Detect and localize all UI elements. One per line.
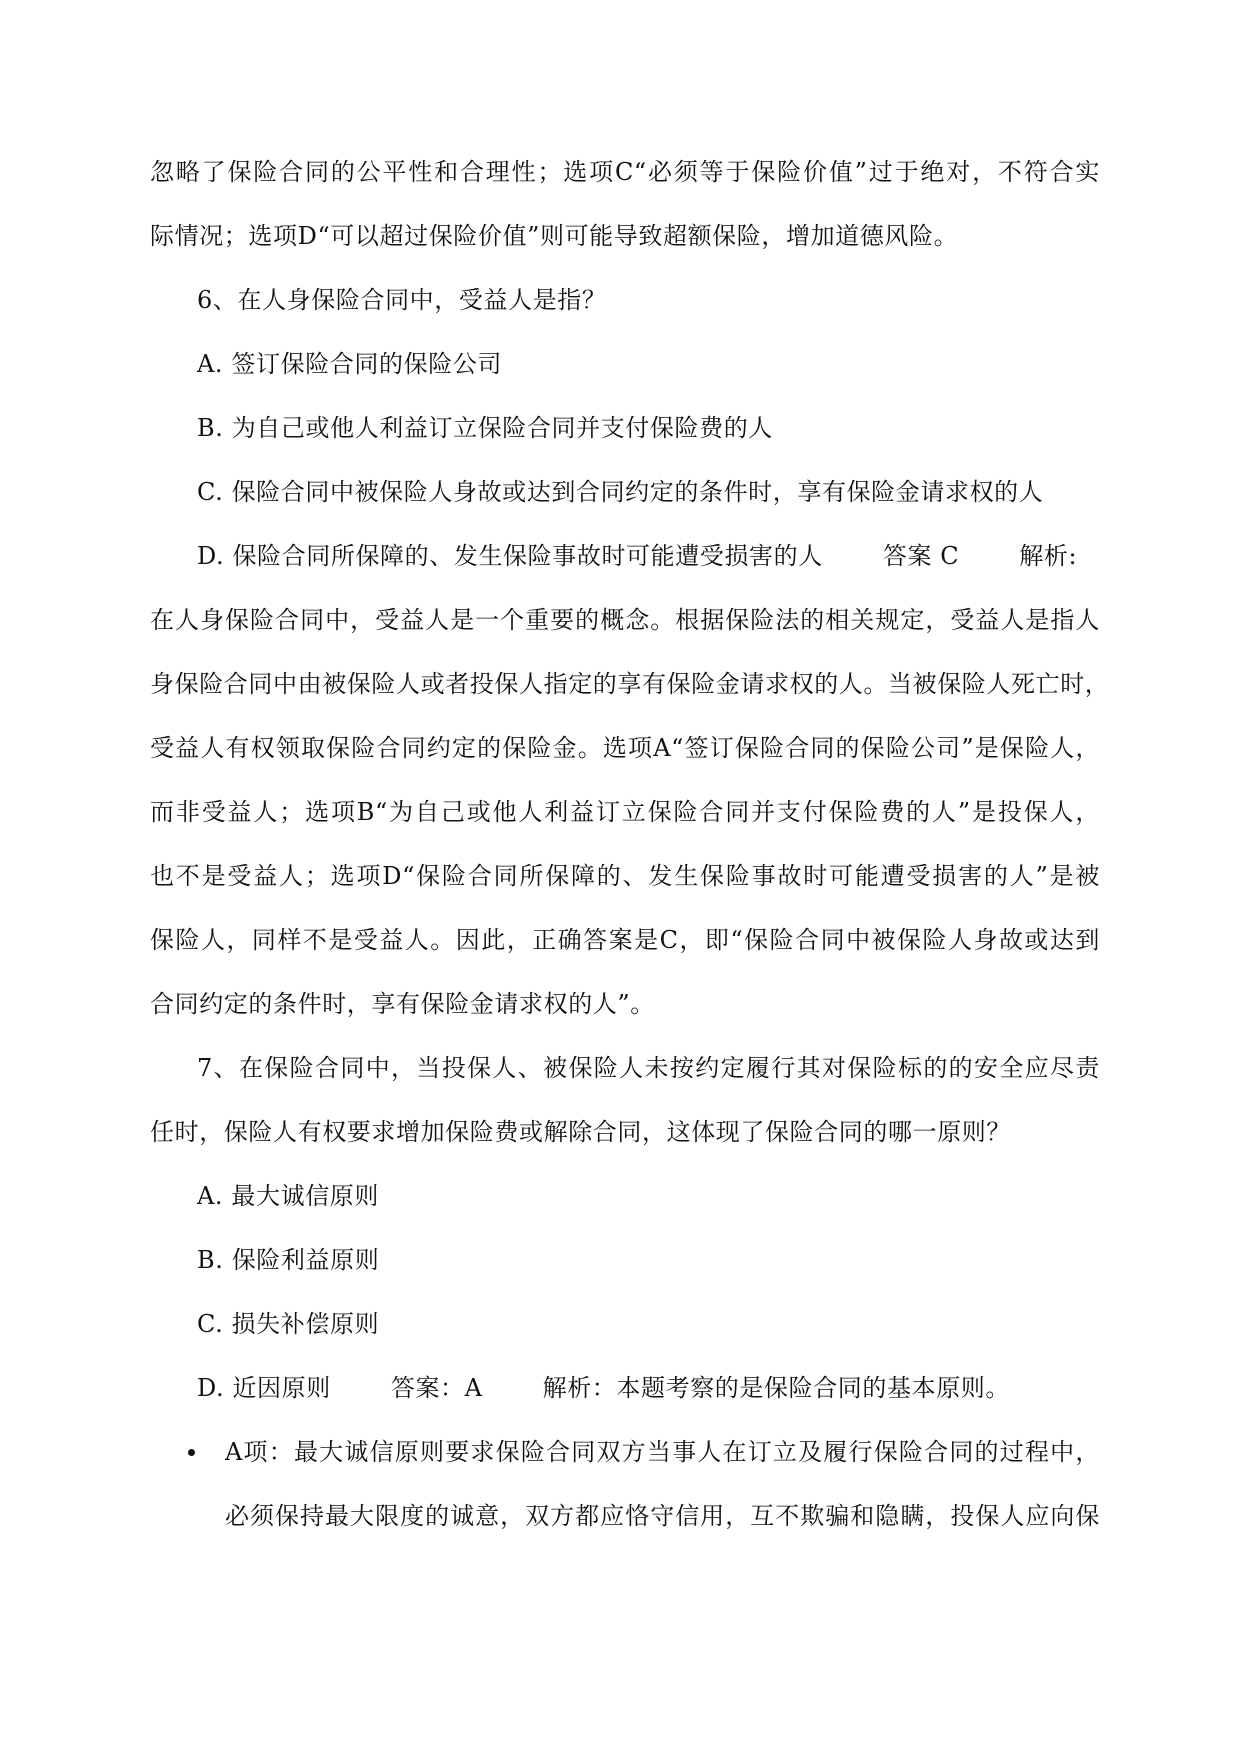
question-6-answer: 答案 C	[882, 542, 960, 570]
analysis-line: 受益人有权领取保险合同约定的保险金。选项A“签订保险合同的保险公司”是保险人，	[150, 734, 1100, 762]
analysis-line: 合同约定的条件时，享有保险金请求权的人”。	[150, 990, 655, 1018]
paragraph-line: 忽略了保险合同的公平性和合理性；选项C“必须等于保险价值”过于绝对，不符合实	[150, 158, 1100, 186]
question-7-option-c: C. 损失补偿原则	[197, 1310, 380, 1338]
question-6-option-a: A. 签订保险合同的保险公司	[197, 350, 502, 378]
question-7-answer: 答案：A	[390, 1374, 483, 1402]
question-6-option-d: D. 保险合同所保障的、发生保险事故时可能遭受损害的人	[197, 542, 823, 570]
question-7-analysis: 解析：本题考察的是保险合同的基本原则。	[542, 1374, 1010, 1402]
document-page	[150, 140, 1110, 1548]
question-7-title: 7、在保险合同中，当投保人、被保险人未按约定履行其对保险标的的安全应尽责	[197, 1054, 1100, 1082]
question-6-option-c: C. 保险合同中被保险人身故或达到合同约定的条件时，享有保险金请求权的人	[197, 478, 1044, 506]
question-7-option-d: D. 近因原则	[197, 1374, 331, 1402]
analysis-line: 保险人，同样不是受益人。因此，正确答案是C，即“保险合同中被保险人身故或达到	[150, 926, 1100, 954]
question-7-option-d-row	[150, 1356, 1100, 1420]
question-6-analysis-label: 解析:	[1019, 542, 1078, 570]
analysis-line: 在人身保险合同中，受益人是一个重要的概念。根据保险法的相关规定，受益人是指人	[150, 606, 1100, 634]
paragraph-line: 际情况；选项D“可以超过保险价值”则可能导致超额保险，增加道德风险。	[150, 222, 959, 250]
analysis-line: 也不是受益人；选项D“保险合同所保障的、发生保险事故时可能遭受损害的人”是被	[150, 862, 1100, 890]
bullet-text-cont: 必须保持最大限度的诚意，双方都应恪守信用，互不欺骗和隐瞒，投保人应向保	[225, 1502, 1100, 1530]
bullet-icon	[188, 1449, 195, 1456]
analysis-line: 身保险合同中由被保险人或者投保人指定的享有保险金请求权的人。当被保险人死亡时，	[150, 670, 1110, 698]
analysis-line: 而非受益人；选项B“为自己或他人利益订立保险合同并支付保险费的人”是投保人，	[150, 798, 1100, 826]
question-7-option-a: A. 最大诚信原则	[197, 1182, 379, 1210]
question-6-option-d-row	[150, 524, 1100, 588]
question-7-option-b: B. 保险利益原则	[197, 1246, 380, 1274]
question-7-title-cont: 任时，保险人有权要求增加保险费或解除合同，这体现了保险合同的哪一原则？	[150, 1118, 1011, 1146]
bullet-item	[150, 1420, 1100, 1484]
question-6-option-b: B. 为自己或他人利益订立保险合同并支付保险费的人	[197, 414, 773, 442]
bullet-text: A项：最大诚信原则要求保险合同双方当事人在订立及履行保险合同的过程中，	[225, 1438, 1100, 1466]
question-6-title: 6、在人身保险合同中，受益人是指？	[197, 286, 607, 314]
